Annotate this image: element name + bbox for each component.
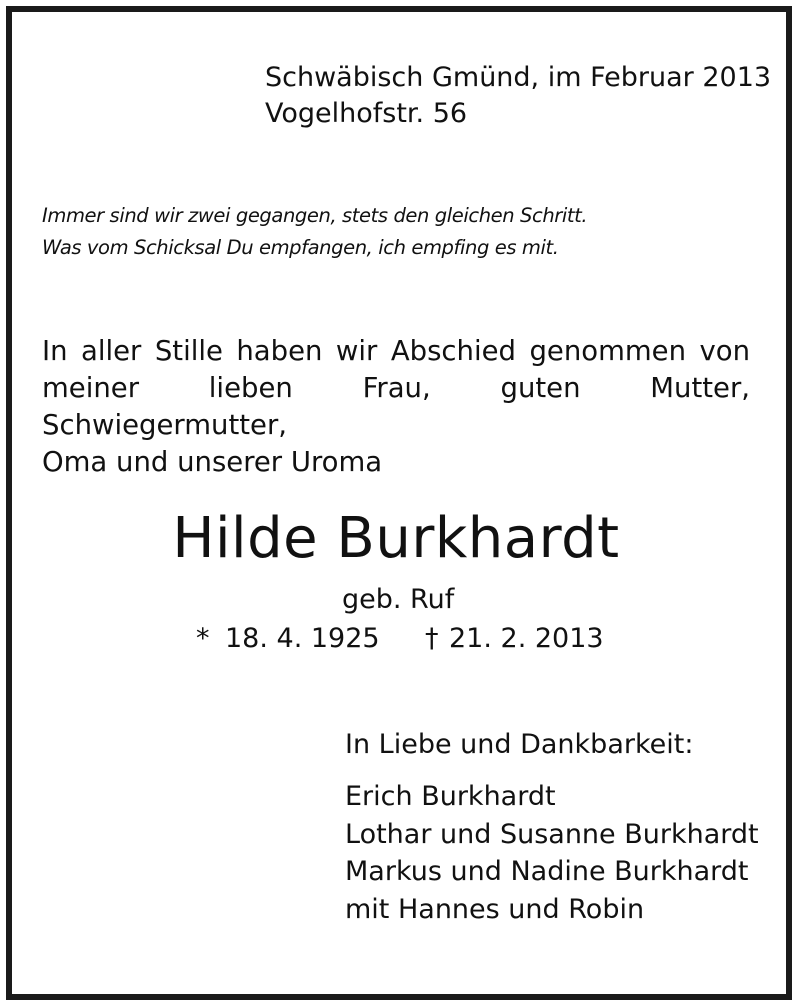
birth-name: geb. Ruf [342,584,455,615]
death-cross-icon: † [425,623,439,654]
mourner-name: Erich Burkhardt [345,781,556,812]
address: Vogelhofstr. 56 [265,98,468,129]
intro-line: meiner lieben Frau, guten Mutter, Schwiegermutter, [42,372,750,441]
birth-star-icon: * [196,623,210,654]
notice-header [265,60,771,132]
verse-line: Was vom Schicksal Du empfangen, ich empfing es mit. [42,236,559,259]
mourner-name: mit Hannes und Robin [345,893,645,925]
birth-date: 18. 4. 1925 [225,623,380,654]
deceased-name: Hilde Burkhardt [172,506,620,571]
mourners-list [345,778,759,928]
place-date: Schwäbisch Gmünd, im Februar 2013 [265,62,772,93]
mourners-heading: In Liebe und Dankbarkeit: [345,729,694,760]
death-date: 21. 2. 2013 [449,623,604,654]
intro-line: In aller Stille haben wir Abschied genommen von [42,335,750,367]
intro-text [42,333,750,481]
intro-line: Oma und unserer Uroma [42,446,383,478]
verse-quote [42,200,587,264]
mourner-name: Markus und Nadine Burkhardt [345,856,749,887]
mourner-name: Lothar und Susanne Burkhardt [345,818,759,850]
verse-line: Immer sind wir zwei gegangen, stets den gleichen Schritt. [42,204,588,227]
